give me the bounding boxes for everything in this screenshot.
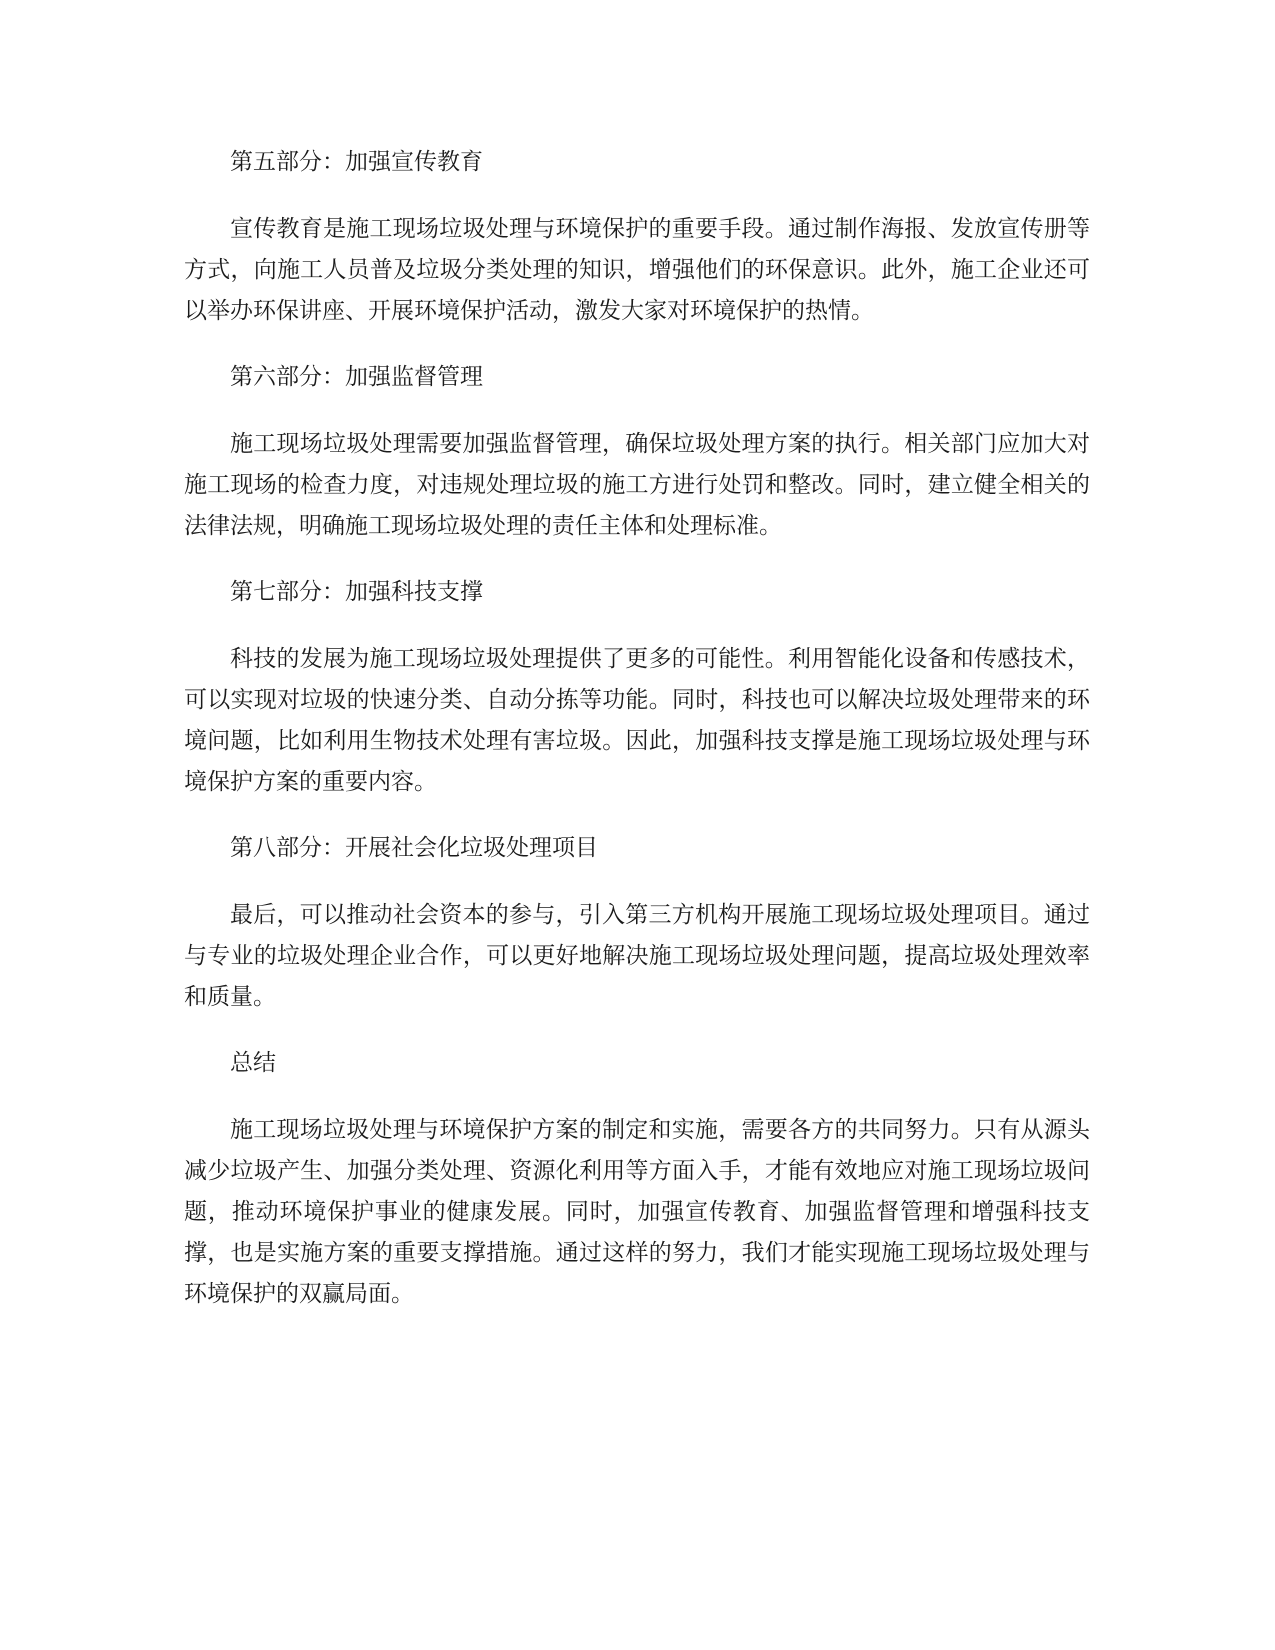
summary-heading: 总结 bbox=[230, 1050, 276, 1076]
section-paragraph-6: 施工现场垃圾处理需要加强监督管理，确保垃圾处理方案的执行。相关部门应加大对施工现场的检查力度，对违规处理垃圾的施工方进行处罚和整改。同时，建立健全相关的法律法规，明确施工现场垃圾处理的责任主体和处理标准。 bbox=[184, 431, 1090, 539]
section-heading-8: 第八部分：开展社会化垃圾处理项目 bbox=[230, 835, 598, 861]
section-paragraph-8: 最后，可以推动社会资本的参与，引入第三方机构开展施工现场垃圾处理项目。通过与专业的垃圾处理企业合作，可以更好地解决施工现场垃圾处理问题，提高垃圾处理效率和质量。 bbox=[184, 902, 1090, 1010]
document-body bbox=[184, 144, 1090, 1315]
section-heading-6: 第六部分：加强监督管理 bbox=[230, 364, 483, 390]
section-heading-7: 第七部分：加强科技支撑 bbox=[230, 579, 483, 605]
section-paragraph-5: 宣传教育是施工现场垃圾处理与环境保护的重要手段。通过制作海报、发放宣传册等方式，向施工人员普及垃圾分类处理的知识，增强他们的环保意识。此外，施工企业还可以举办环保讲座、开展环境保护活动，激发大家对环境保护的热情。 bbox=[184, 216, 1090, 324]
summary-paragraph: 施工现场垃圾处理与环境保护方案的制定和实施，需要各方的共同努力。只有从源头减少垃圾产生、加强分类处理、资源化利用等方面入手，才能有效地应对施工现场垃圾问题，推动环境保护事业的健康发展。同时，加强宣传教育、加强监督管理和增强科技支撑，也是实施方案的重要支撑措施。通过这样的努力，我们才能实现施工现场垃圾处理与环境保护的双赢局面。 bbox=[184, 1117, 1090, 1307]
section-heading-5: 第五部分：加强宣传教育 bbox=[230, 149, 483, 175]
section-paragraph-7: 科技的发展为施工现场垃圾处理提供了更多的可能性。利用智能化设备和传感技术，可以实现对垃圾的快速分类、自动分拣等功能。同时，科技也可以解决垃圾处理带来的环境问题，比如利用生物技术处理有害垃圾。因此，加强科技支撑是施工现场垃圾处理与环境保护方案的重要内容。 bbox=[184, 646, 1090, 795]
